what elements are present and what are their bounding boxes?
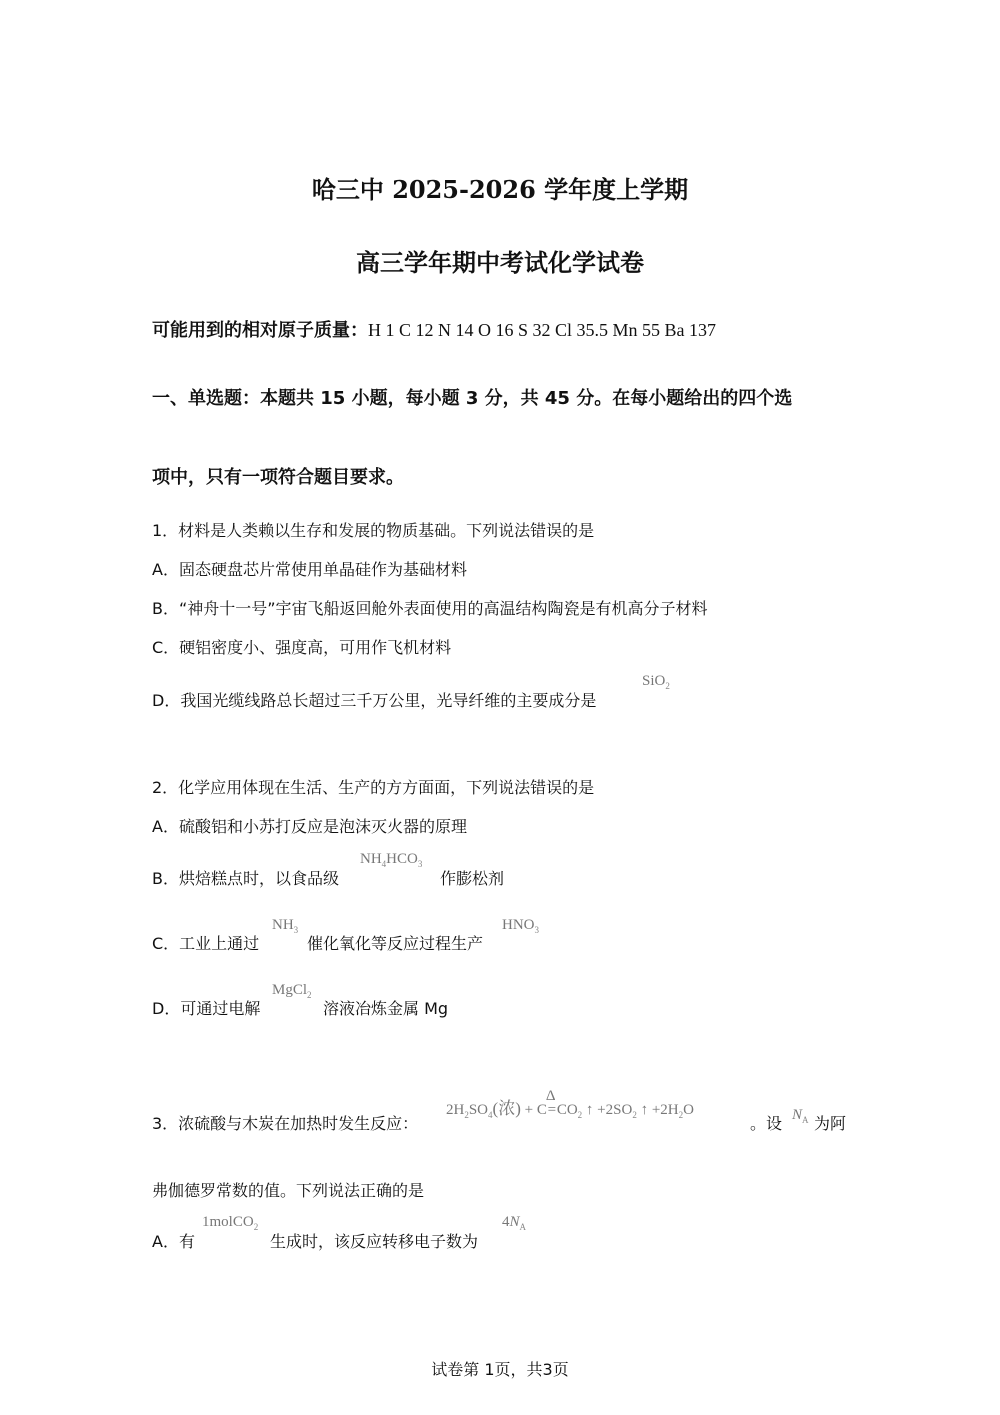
q2-option-c-middle: 催化氧化等反应过程生产	[307, 934, 484, 953]
q3-option-a-middle: 生成时，该反应转移电子数为	[270, 1232, 479, 1251]
q1-option-a: A．固态硬盘芯片常使用单晶硅作为基础材料	[152, 560, 467, 579]
q2-option-c-text: C．工业上通过	[152, 934, 260, 953]
q2-c-formula-2: $HNO_3$	[502, 917, 539, 935]
q1-option-c: C．硬铝密度小、强度高，可用作飞机材料	[152, 638, 452, 657]
atomic-masses-line	[152, 316, 716, 342]
q1-option-d: D．我国光缆线路总长超过三千万公里，光导纤维的主要成分是	[152, 691, 597, 710]
atomic-masses-values: H 1 C 12 N 14 O 16 S 32 Cl 35.5 Mn 55 Ba 137	[368, 320, 717, 340]
section-heading-line1: 一、单选题：本题共 15 小题，每小题 3 分，共 45 分。在每小题给出的四个选	[152, 388, 793, 409]
atomic-masses-label: 可能用到的相对原子质量：	[152, 320, 368, 341]
q2-option-a: A．硫酸铝和小苏打反应是泡沫灭火器的原理	[152, 817, 467, 836]
q3-reaction-equation: $2H_2SO_4$(浓) + C Δ $=CO_2$ ↑ $+2SO_2$ ↑ $+2H_2O$	[446, 1088, 694, 1120]
q3-stem-text: 3．浓硫酸与木炭在加热时发生反应：	[152, 1114, 419, 1133]
q3-option-a-text: A．有	[152, 1232, 195, 1251]
q2-d-formula: MgCl$_2$	[272, 982, 312, 1000]
q2-option-b-suffix: 作膨松剂	[440, 869, 505, 888]
q2-c-formula-1: $NH_3$	[272, 917, 299, 935]
q1-d-formula: SiO$_2$	[642, 673, 670, 691]
q2-option-d-text: D．可通过电解	[152, 999, 261, 1018]
section-heading-line2: 项中，只有一项符合题目要求。	[152, 467, 404, 488]
exam-title-line1: 哈三中 2025-2026 学年度上学期	[311, 175, 689, 204]
q3-stem-line2: 弗伽德罗常数的值。下列说法正确的是	[152, 1181, 425, 1200]
q2-option-d-suffix: 溶液冶炼金属 Mg	[323, 999, 449, 1018]
exam-title-line2: 高三学年期中考试化学试卷	[356, 248, 644, 277]
q2-stem: 2．化学应用体现在生活、生产的方方面面，下列说法错误的是	[152, 778, 595, 797]
q2-option-b-text: B．烘焙糕点时，以食品级	[152, 869, 339, 888]
q3-stem-mid: 。设	[750, 1114, 783, 1133]
page-footer: 试卷第 1页，共3页	[431, 1360, 569, 1379]
q3-a-formula: 1molCO$_2$	[202, 1214, 259, 1232]
q3-a-value: $4N_A$	[502, 1214, 527, 1232]
q3-stem-end: 为阿	[814, 1114, 847, 1133]
q1-stem: 1．材料是人类赖以生存和发展的物质基础。下列说法错误的是	[152, 521, 595, 540]
q2-b-formula: $NH_4HCO_3$	[360, 851, 423, 869]
q3-na-symbol: $N_A$	[792, 1107, 809, 1125]
q1-option-b: B．“神舟十一号”宇宙飞船返回舱外表面使用的高温结构陶瓷是有机高分子材料	[152, 599, 708, 618]
